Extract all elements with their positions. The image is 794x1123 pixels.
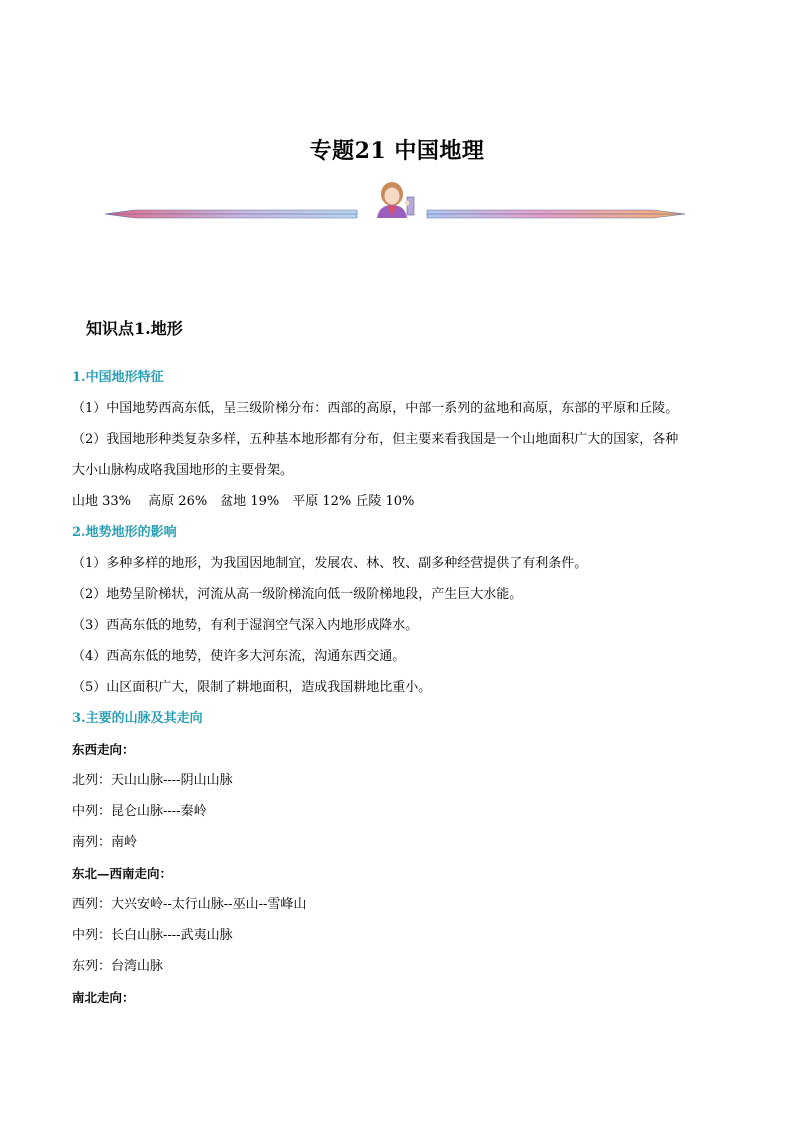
section-heading: 知识点1.地形 [86, 319, 183, 338]
paragraph: （2）我国地形种类复杂多样，五种基本地形都有分布，但主要来看我国是一个山地面积广大的国家，各种 [72, 432, 679, 447]
paragraph: （4）西高东低的地势，使许多大河东流，沟通东西交通。 [72, 649, 406, 664]
list-item: 南列：南岭 [72, 835, 138, 850]
subheading-north-south: 南北走向： [72, 990, 135, 1005]
subheading-east-west: 东西走向： [72, 742, 135, 757]
document-body [72, 362, 732, 1013]
paragraph: （5）山区面积广大，限制了耕地面积，造成我国耕地比重小。 [72, 680, 432, 695]
paragraph: （3）西高东低的地势，有利于湿润空气深入内地形成降水。 [72, 618, 419, 633]
heading-terrain-impact: 2.地势地形的影响 [72, 525, 177, 540]
list-item: 北列：天山山脉----阴山山脉 [72, 773, 233, 788]
page-title: 专题21 中国地理 [309, 138, 485, 164]
paragraph: （1）多种多样的地形，为我国因地制宜，发展农、林、牧、副多种经营提供了有利条件。 [72, 556, 588, 571]
paragraph: （1）中国地势西高东低，呈三级阶梯分布：西部的高原，中部一系列的盆地和高原，东部的平原和丘陵。 [72, 401, 679, 416]
paragraph: 大小山脉构成咯我国地形的主要骨架。 [72, 463, 294, 478]
heading-mountain-ranges: 3.主要的山脉及其走向 [72, 711, 203, 726]
list-item: 东列：台湾山脉 [72, 959, 164, 974]
heading-terrain-features: 1.中国地形特征 [72, 370, 164, 385]
terrain-stats: 山地 33% 高原 26% 盆地 19% 平原 12% 丘陵 10% [72, 494, 415, 509]
paragraph: （2）地势呈阶梯状，河流从高一级阶梯流向低一级阶梯地段，产生巨大水能。 [72, 587, 523, 602]
list-item: 西列：大兴安岭--太行山脉--巫山--雪峰山 [72, 897, 307, 912]
list-item: 中列：昆仑山脉----秦岭 [72, 804, 207, 819]
subheading-northeast-southwest: 东北—西南走向： [72, 866, 173, 881]
teacher-figure-icon [377, 182, 414, 218]
title-divider-ornament [105, 178, 685, 224]
list-item: 中列：长白山脉----武夷山脉 [72, 928, 233, 943]
